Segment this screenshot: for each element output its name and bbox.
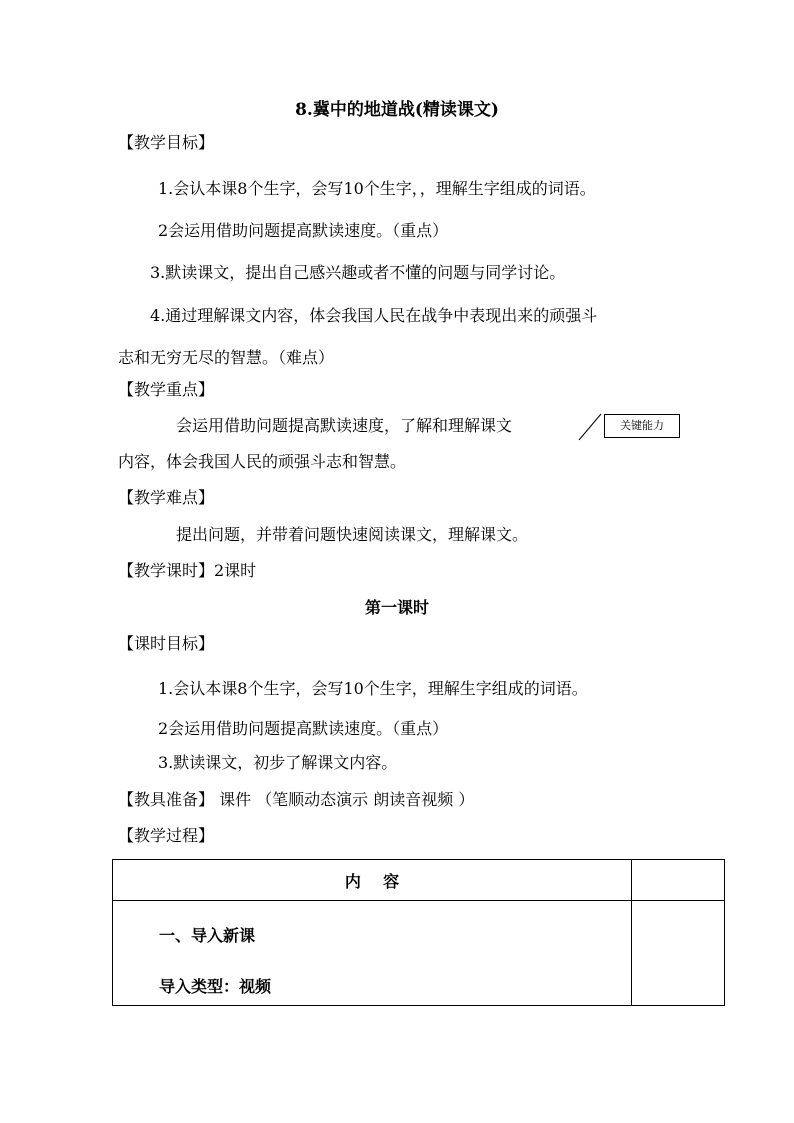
- key-points-heading: 【教学重点】: [118, 380, 215, 399]
- callout-connector: [578, 413, 602, 441]
- lesson1-goals-heading: 【课时目标】: [118, 634, 215, 653]
- table-header-row: [113, 860, 725, 901]
- process-table: [112, 859, 725, 1006]
- lesson1-goal-3: 3.默读课文，初步了解课文内容。: [158, 753, 398, 772]
- table-row: [113, 901, 725, 1006]
- class-hours: 【教学课时】2课时: [118, 561, 257, 580]
- goal-item-1: 1.会认本课8个生字，会写10个生字，，理解生字组成的词语。: [158, 179, 596, 198]
- goal-item-2: 2会运用借助问题提高默读速度。（重点）: [158, 221, 449, 240]
- goal-item-3: 3.默读课文，提出自己感兴趣或者不懂的问题与同学讨论。: [150, 263, 566, 282]
- table-cell-content: [113, 901, 632, 1006]
- intro-step-title: 一、导入新课: [159, 926, 256, 945]
- table-header-content: [113, 860, 632, 901]
- goal-item-4: 4.通过理解课文内容，体会我国人民在战争中表现出来的顽强斗: [150, 306, 598, 325]
- process-heading: 【教学过程】: [118, 826, 215, 845]
- callout-key-ability: 关键能力: [604, 414, 680, 438]
- goals-heading: 【教学目标】: [118, 133, 215, 152]
- key-points-line-1: 会运用借助问题提高默读速度，了解和理解课文: [176, 416, 513, 435]
- key-points-line-2: 内容，体会我国人民的顽强斗志和智慧。: [118, 452, 407, 471]
- teaching-aids: 【教具准备】 课件 （笔顺动态演示 朗读音视频 ）: [118, 790, 475, 809]
- lesson1-goal-1: 1.会认本课8个生字，会写10个生字，理解生字组成的词语。: [158, 679, 588, 698]
- goal-item-4-cont: 志和无穷无尽的智慧。（难点）: [118, 348, 335, 367]
- table-header-label: 内 容: [344, 871, 400, 891]
- lesson1-goal-2: 2会运用借助问题提高默读速度。（重点）: [158, 719, 449, 738]
- table-header-side: [632, 860, 725, 901]
- lesson1-title: 第一课时: [364, 598, 429, 617]
- difficult-points-line-1: 提出问题，并带着问题快速阅读课文，理解课文。: [176, 525, 529, 544]
- table-cell-side: [632, 901, 725, 1006]
- document-title: 8.冀中的地道战(精读课文): [295, 100, 499, 120]
- difficult-points-heading: 【教学难点】: [118, 488, 215, 507]
- intro-type: 导入类型：视频: [159, 977, 272, 996]
